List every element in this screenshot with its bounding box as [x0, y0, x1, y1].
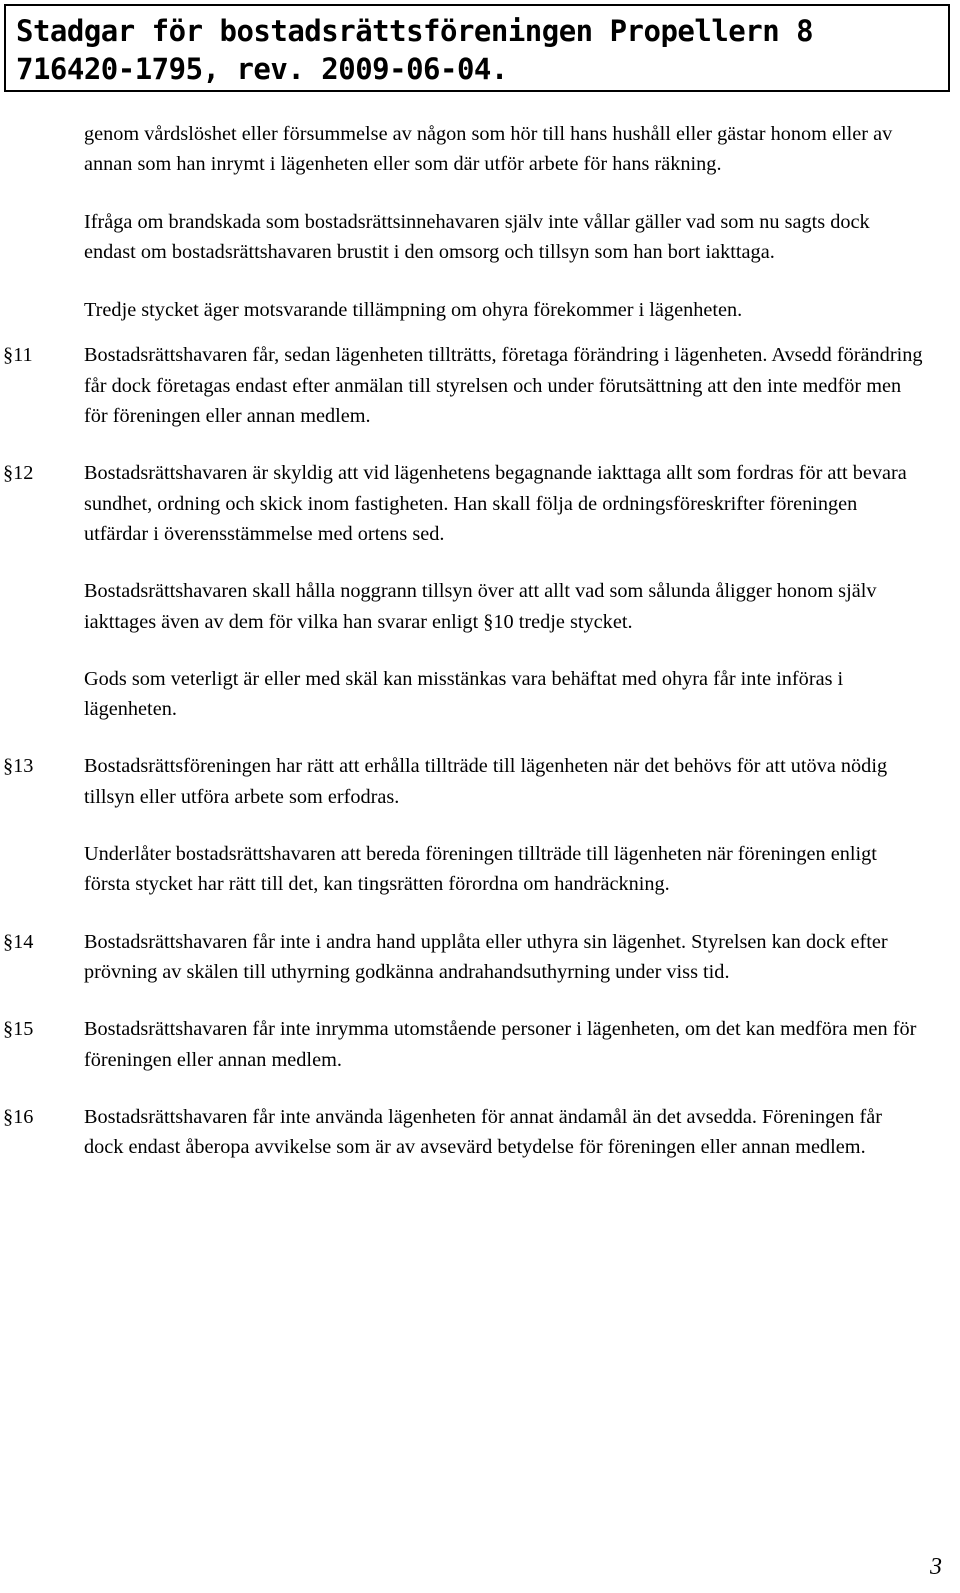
paragraph-text: Bostadsrättshavaren får, sedan lägenheten tillträtts, företaga förändring i lägenheten. Avsedd förändring får dock företagas endast efter anmälan till styrelsen och under förutsättning att den inte medför men för föreningen eller annan medlem.	[84, 344, 923, 428]
section-number: §14	[3, 930, 34, 953]
paragraph-text: Bostadsrättshavaren får inte använda lägenheten för annat ändamål än det avsedda. Föreningen får dock endast åberopa avvikelse som är av avsevärd betydelse för föreningen eller annan medlem.	[84, 1105, 882, 1159]
section-number: §13	[3, 755, 34, 778]
section-11	[0, 340, 960, 431]
paragraph-text: Bostadsrättsföreningen har rätt att erhålla tillträde till lägenheten när det behövs för att utöva nödig tillsyn eller utföra arbete som erfodras.	[84, 755, 888, 808]
section-16	[0, 1102, 960, 1163]
paragraph	[0, 664, 960, 725]
paragraph	[0, 839, 960, 900]
paragraph-text: Ifråga om brandskada som bostadsrättsinnehavaren själv inte vållar gäller vad som nu sagts dock endast om bostadsrättshavaren brustit i den omsorg och tillsyn som han bort iakttaga.	[84, 210, 870, 263]
paragraph-text: Bostadsrättshavaren skall hålla noggrann tillsyn över att allt vad som sålunda åligger honom själv iakttages även av dem för vilka han svarar enligt §10 tredje stycket.	[84, 580, 877, 633]
section-13	[0, 751, 960, 812]
paragraph	[0, 119, 960, 180]
section-number: §11	[3, 344, 33, 367]
paragraph-text: Underlåter bostadsrättshavaren att bereda föreningen tillträde till lägenheten när föreningen enligt första stycket har rätt till det, kan tingsrätten förordna om handräckning.	[84, 843, 877, 896]
paragraph-text: Gods som veterligt är eller med skäl kan misstänkas vara behäftat med ohyra får inte införas i lägenheten.	[84, 667, 844, 721]
section-number: §16	[3, 1105, 34, 1128]
section-15	[0, 1014, 960, 1075]
paragraph-text: genom vårdslöshet eller försummelse av någon som hör till hans hushåll eller gästar honom eller av annan som han inrymt i lägenheten eller som där utför arbete för hans räkning.	[84, 123, 893, 176]
document-title: Stadgar för bostadsrättsföreningen Propellern 8	[16, 14, 814, 48]
paragraph	[0, 207, 960, 268]
paragraph-text: Bostadsrättshavaren är skyldig att vid lägenhetens begagnande iakttaga allt som fordras för att bevara sundhet, ordning och skick inom fastigheten. Han skall följa de ordningsföreskrifter föreningen utfärdar i överensstämmelse med ortens sed.	[84, 462, 907, 545]
paragraph-text: Bostadsrättshavaren får inte i andra hand upplåta eller uthyra sin lägenhet. Styrelsen kan dock efter prövning av skälen till uthyrning godkänna andrahandsuthyrning under viss tid.	[84, 930, 888, 983]
section-number: §15	[3, 1018, 34, 1041]
paragraph-text: Bostadsrättshavaren får inte inrymma utomstående personer i lägenheten, om det kan medföra men för föreningen eller annan medlem.	[84, 1018, 917, 1071]
paragraph-text: Tredje stycket äger motsvarande tillämpning om ohyra förekommer i lägenheten.	[84, 299, 743, 322]
document-body	[0, 119, 960, 1162]
page-number: 3	[930, 1554, 942, 1580]
document-subtitle: 716420-1795, rev. 2009-06-04.	[16, 52, 508, 86]
paragraph	[0, 576, 960, 637]
section-12	[0, 458, 960, 549]
section-number: §12	[3, 462, 34, 485]
document-header	[4, 4, 950, 92]
paragraph	[0, 295, 960, 325]
section-14	[0, 927, 960, 988]
